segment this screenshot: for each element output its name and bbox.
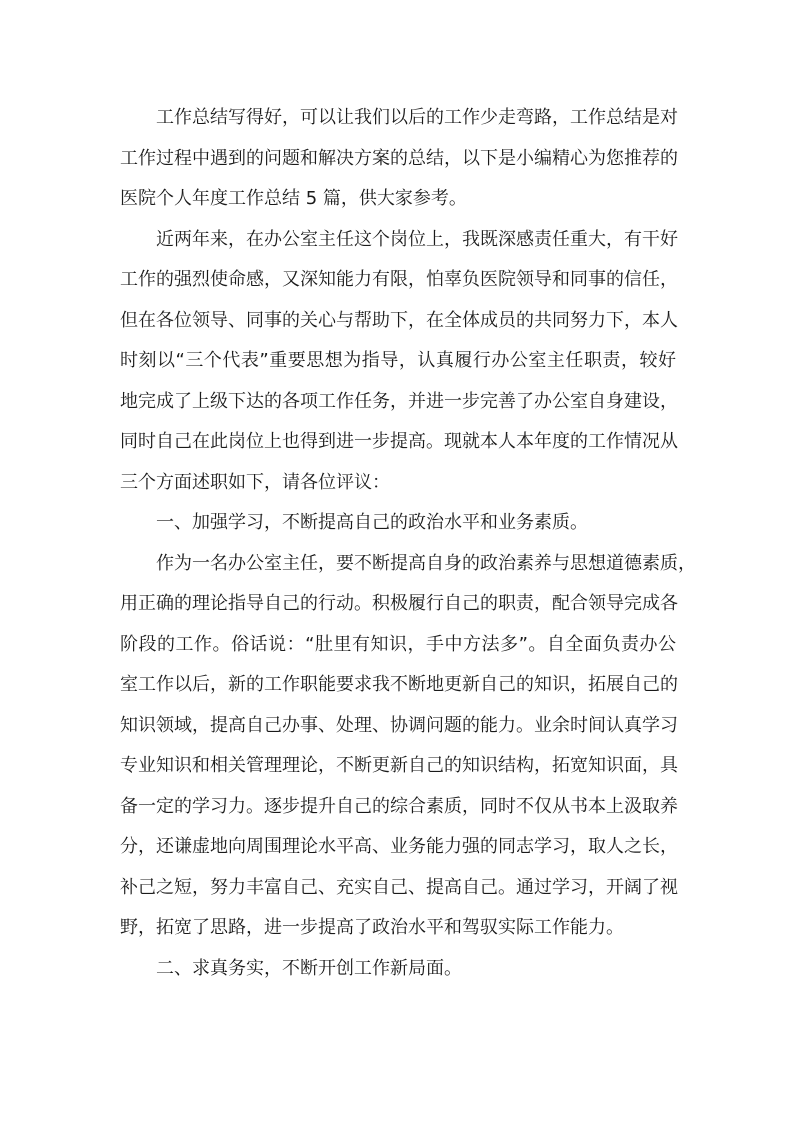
text-line: 时刻以“三个代表”重要思想为指导，认真履行办公室主任职责，较好 <box>120 350 676 371</box>
text-line: 工作总结写得好，可以让我们以后的工作少走弯路，工作总结是对 <box>156 107 678 128</box>
text-line: 野，拓宽了思路，进一步提高了政治水平和驾驭实际工作能力。 <box>120 917 624 938</box>
text-line: 作为一名办公室主任，要不断提高自身的政治素养与思想道德素质， <box>156 552 696 574</box>
section-1-paragraph <box>120 544 696 949</box>
text-line: 近两年来，在办公室主任这个岗位上，我既深感责任重大，有干好 <box>156 228 678 250</box>
text-line: 三个方面述职如下，请各位评议： <box>120 471 390 493</box>
section-heading-2 <box>120 949 676 990</box>
heading-line: 二、求真务实，不断开创工作新局面。 <box>156 957 462 979</box>
text-line: 医院个人年度工作总结 5 篇，供大家参考。 <box>120 188 467 209</box>
heading-line: 一、加强学习，不断提高自己的政治水平和业务素质。 <box>156 512 588 533</box>
intro-paragraph <box>120 98 676 220</box>
text-line: 专业知识和相关管理理论，不断更新自己的知识结构，拓宽知识面，具 <box>120 755 678 776</box>
text-line: 补己之短，努力丰富自己、充实自己、提高自己。通过学习，开阔了视 <box>120 876 678 898</box>
text-line: 同时自己在此岗位上也得到进一步提高。现就本人本年度的工作情况从 <box>120 431 678 452</box>
text-line: 备一定的学习力。逐步提升自己的综合素质，同时不仅从书本上汲取养 <box>120 795 678 817</box>
section-heading-1 <box>120 503 676 544</box>
text-line: 工作过程中遇到的问题和解决方案的总结，以下是小编精心为您推荐的 <box>120 147 678 169</box>
text-line: 地完成了上级下达的各项工作任务，并进一步完善了办公室自身建设， <box>120 390 678 412</box>
text-line: 工作的强烈使命感，又深知能力有限，怕辜负医院领导和同事的信任， <box>120 269 678 290</box>
text-line: 分，还谦虚地向周围理论水平高、业务能力强的同志学习，取人之长， <box>120 836 678 857</box>
text-line: 但在各位领导、同事的关心与帮助下，在全体成员的共同努力下，本人 <box>120 309 678 331</box>
text-line: 用正确的理论指导自己的行动。积极履行自己的职责，配合领导完成各 <box>120 593 678 614</box>
text-line: 室工作以后，新的工作职能要求我不断地更新自己的知识，拓展自己的 <box>120 674 678 695</box>
document-page <box>120 98 696 989</box>
text-line: 知识领域，提高自己办事、处理、协调问题的能力。业余时间认真学习 <box>120 714 678 736</box>
opening-paragraph <box>120 220 676 504</box>
text-line: 阶段的工作。俗话说：“肚里有知识，手中方法多”。自全面负责办公 <box>120 633 676 655</box>
